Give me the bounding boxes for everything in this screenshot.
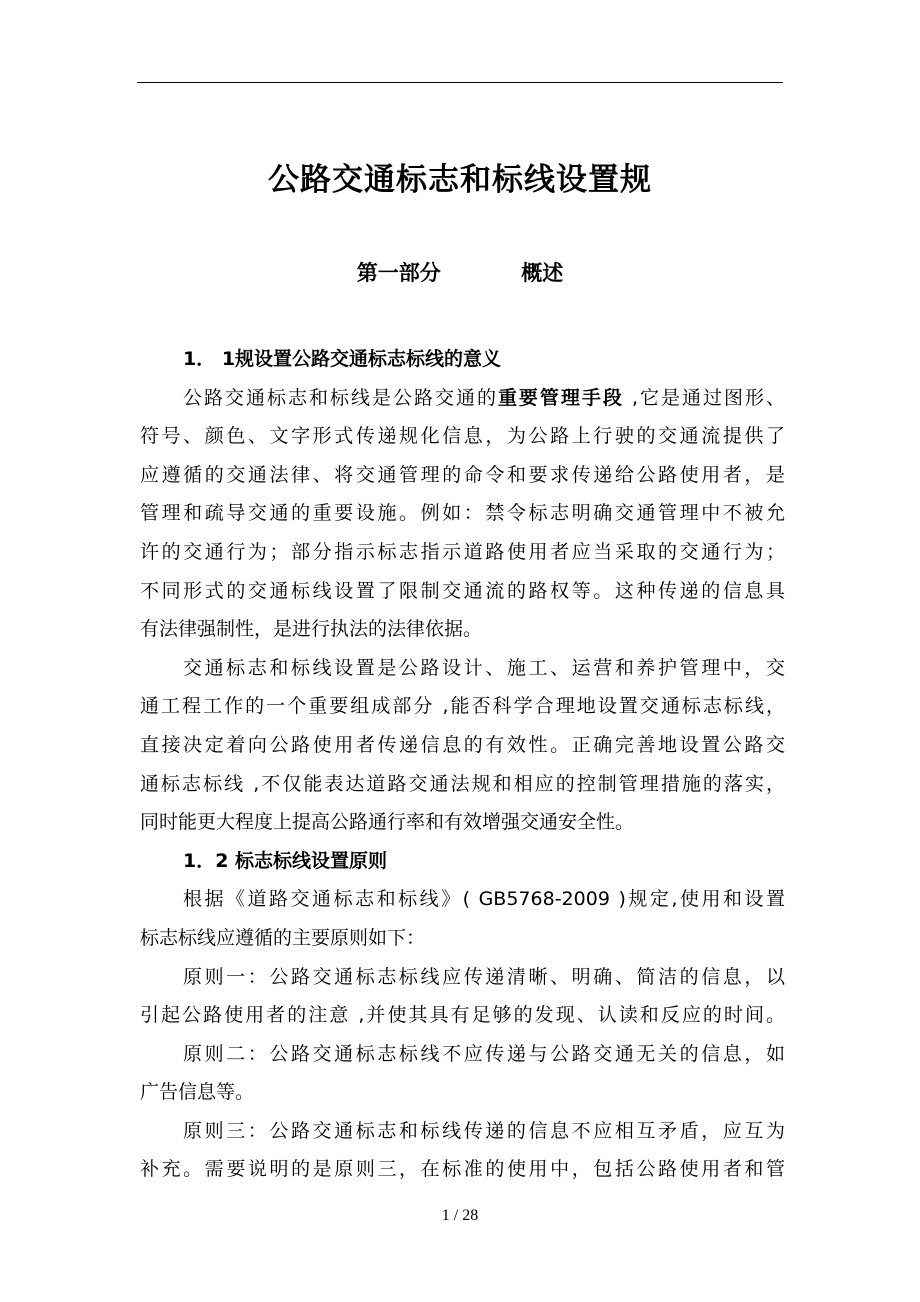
paragraph-line: 应遵循的交通法律、将交通管理的命令和要求传递给公路使用者，是: [140, 463, 785, 486]
paragraph-line: 管理和疏导交通的重要设施。例如：禁令标志明确交通管理中不被允: [140, 502, 785, 525]
text-run: ,它是通过图形、: [623, 386, 785, 409]
paragraph-line: 通工程工作的一个重要组成部分 ,能否科学合理地设置交通标志标线，: [140, 695, 785, 718]
part-name: 概述: [521, 261, 564, 285]
page-number: 1 / 28: [441, 1207, 479, 1224]
paragraph-line: 交通标志和标线设置是公路设计、施工、运营和养护管理中，交: [183, 656, 785, 679]
part-title: [0, 253, 920, 293]
paragraph-line: 通标志标线 ,不仅能表达道路交通法规和相应的控制管理措施的落实，: [140, 772, 785, 795]
text-run: 公路交通标志和标线是公路交通的: [183, 386, 498, 409]
principle-1-line: 引起公路使用者的注意 ,并使其具有足够的发现、认读和反应的时间。: [140, 1004, 785, 1027]
paragraph-line: 直接决定着向公路使用者传递信息的有效性。正确完善地设置公路交: [140, 733, 785, 756]
principle-1-line: 原则一：公路交通标志标线应传递清晰、明确、简洁的信息，以: [183, 965, 785, 988]
document-title: 公路交通标志和标线设置规: [268, 162, 652, 198]
paragraph-line: 有法律强制性，是进行执法的法律依据。: [140, 618, 483, 641]
paragraph-line: 同时能更大程度上提高公路通行率和有效增强交通安全性。: [140, 811, 635, 834]
paragraph-line: 许的交通行为；部分指示标志指示道路使用者应当采取的交通行为；: [140, 540, 785, 563]
principle-2-line: 广告信息等。: [140, 1081, 255, 1104]
paragraph-line: 标志标线应遵循的主要原则如下：: [140, 926, 426, 949]
section-heading-1-2: 1．2 标志标线设置原则: [183, 849, 388, 872]
principle-3-line: 补充。需要说明的是原则三，在标准的使用中，包括公路使用者和管: [140, 1158, 785, 1181]
header-rule: [137, 82, 783, 83]
document-body: [140, 340, 785, 1189]
section-heading-1-1: 1． 1规设置公路交通标志标线的意义: [183, 348, 502, 370]
paragraph-line: 不同形式的交通标线设置了限制交通流的路权等。这种传递的信息具: [140, 579, 785, 602]
paragraph-line: 根据《道路交通标志和标线》( GB5768-2009 )规定,使用和设置: [183, 888, 785, 911]
principle-3-line: 原则三：公路交通标志和标线传递的信息不应相互矛盾，应互为: [183, 1119, 785, 1142]
paragraph-line: [140, 379, 785, 418]
part-number: 第一部分: [356, 261, 441, 285]
paragraph-line: 符号、颜色、文字形式传递规化信息，为公路上行驶的交通流提供了: [140, 425, 785, 448]
emphasis-text: 重要管理手段: [497, 386, 624, 409]
principle-2-line: 原则二：公路交通标志标线不应传递与公路交通无关的信息，如: [183, 1042, 785, 1065]
